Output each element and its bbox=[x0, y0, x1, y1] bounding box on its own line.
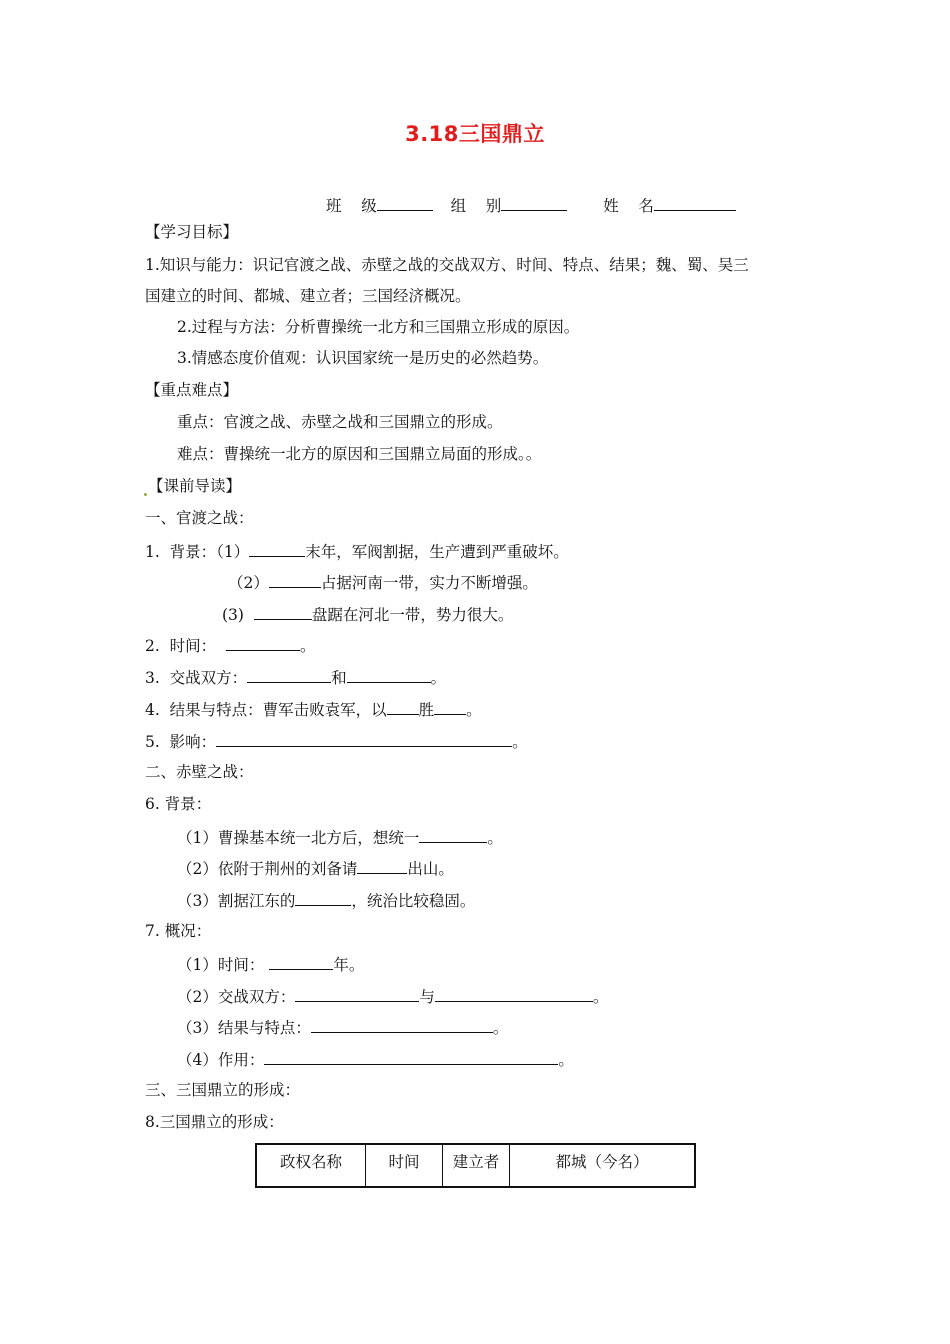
question-5-suffix: 。 bbox=[512, 733, 528, 751]
goal-item-1a: 1.知识与能力：识记官渡之战、赤壁之战的交战双方、时间、特点、结果；魏、蜀、吴三 bbox=[145, 256, 749, 274]
question-6-1-prefix: （1）曹操基本统一北方后，想统一 bbox=[177, 829, 420, 847]
question-7-3 bbox=[177, 1016, 508, 1038]
header-founder: 建立者 bbox=[443, 1144, 510, 1187]
name-label: 姓 名 bbox=[603, 197, 654, 215]
question-6-3-suffix: ，统治比较稳固。 bbox=[351, 892, 476, 910]
group-field[interactable] bbox=[501, 194, 567, 211]
section-3-title: 三、三国鼎立的形成： bbox=[145, 1081, 301, 1099]
question-7-4 bbox=[177, 1048, 574, 1070]
question-1c bbox=[222, 603, 513, 625]
answer-blank[interactable] bbox=[419, 826, 487, 843]
question-7-4-prefix: （4）作用： bbox=[177, 1051, 265, 1069]
marker-dot bbox=[144, 493, 147, 496]
question-3-mid: 和 bbox=[331, 669, 347, 687]
answer-blank[interactable] bbox=[357, 857, 407, 874]
question-3-prefix: 3. 交战双方： bbox=[145, 669, 248, 687]
question-4-mid: 胜 bbox=[418, 701, 435, 719]
answer-blank[interactable] bbox=[387, 698, 419, 715]
question-1c-prefix: (3) bbox=[222, 606, 244, 624]
goal-item-3: 3.情感态度价值观：认识国家统一是历史的必然趋势。 bbox=[177, 349, 549, 367]
goal-item-1b: 国建立的时间、都城、建立者；三国经济概况。 bbox=[145, 287, 471, 305]
class-field[interactable] bbox=[377, 194, 433, 211]
question-6-1-suffix: 。 bbox=[487, 829, 503, 847]
class-label: 班 级 bbox=[326, 197, 377, 215]
question-1b bbox=[228, 571, 538, 593]
question-2-suffix: 。 bbox=[300, 637, 316, 655]
answer-blank[interactable] bbox=[269, 571, 321, 588]
answer-blank[interactable] bbox=[347, 666, 431, 683]
header-time: 时间 bbox=[366, 1144, 443, 1187]
answer-blank[interactable] bbox=[226, 634, 300, 651]
section-1-title: 一、官渡之战： bbox=[145, 509, 254, 527]
question-4 bbox=[145, 698, 482, 720]
answer-blank[interactable] bbox=[264, 1048, 558, 1065]
group-label: 组 别 bbox=[450, 197, 502, 215]
three-kingdoms-table bbox=[255, 1143, 696, 1188]
question-5 bbox=[145, 730, 528, 752]
question-2 bbox=[145, 634, 316, 656]
preread-heading-row bbox=[143, 476, 241, 496]
answer-blank[interactable] bbox=[295, 985, 419, 1002]
question-7-3-suffix: 。 bbox=[492, 1019, 509, 1037]
section-2-title: 二、赤壁之战： bbox=[145, 763, 254, 781]
table-header-row bbox=[256, 1144, 695, 1187]
answer-blank[interactable] bbox=[216, 730, 512, 747]
hard-point: 难点：曹操统一北方的原因和三国鼎立局面的形成。。 bbox=[177, 445, 542, 463]
question-1a-suffix: 末年，军阀割据，生产遭到严重破坏。 bbox=[305, 543, 569, 561]
question-7-1 bbox=[177, 953, 364, 975]
answer-blank[interactable] bbox=[247, 666, 331, 683]
answer-blank[interactable] bbox=[311, 1016, 493, 1033]
header-capital: 都城（今名） bbox=[510, 1144, 696, 1187]
question-7-2-suffix: 。 bbox=[592, 988, 609, 1006]
question-7-3-prefix: （3）结果与特点： bbox=[177, 1019, 311, 1037]
question-3-suffix: 。 bbox=[430, 669, 447, 687]
question-4-prefix: 4. 结果与特点：曹军击败袁军，以 bbox=[145, 701, 387, 719]
question-6-3 bbox=[177, 889, 475, 911]
question-1b-prefix: （2） bbox=[228, 574, 269, 592]
answer-blank[interactable] bbox=[249, 540, 305, 557]
key-point: 重点：官渡之战、赤壁之战和三国鼎立的形成。 bbox=[177, 413, 503, 431]
question-7-2 bbox=[177, 985, 608, 1007]
answer-blank[interactable] bbox=[254, 603, 312, 620]
preread-heading: 【课前导读】 bbox=[148, 477, 242, 495]
key-points-heading: 【重点难点】 bbox=[145, 381, 239, 399]
question-6-3-prefix: （3）割据江东的 bbox=[177, 892, 296, 910]
question-5-prefix: 5. 影响： bbox=[145, 733, 217, 751]
question-2-prefix: 2. 时间： bbox=[145, 637, 217, 655]
question-1b-suffix: 占据河南一带，实力不断增强。 bbox=[320, 574, 538, 592]
question-6-2 bbox=[177, 857, 454, 879]
question-8-title: 8.三国鼎立的形成： bbox=[145, 1113, 284, 1131]
question-1a bbox=[145, 540, 569, 562]
name-field[interactable] bbox=[654, 194, 736, 211]
question-6-2-suffix: 出山。 bbox=[407, 860, 454, 878]
question-3 bbox=[145, 666, 446, 688]
question-6-1 bbox=[177, 826, 503, 848]
question-7-1-suffix: 年。 bbox=[333, 956, 365, 974]
question-4-suffix: 。 bbox=[466, 701, 482, 719]
question-6-2-prefix: （2）依附于荆州的刘备请 bbox=[177, 860, 358, 878]
answer-blank[interactable] bbox=[269, 953, 333, 970]
question-6-title: 6. 背景： bbox=[145, 795, 212, 813]
question-7-2-prefix: （2）交战双方： bbox=[177, 988, 296, 1006]
goal-item-2: 2.过程与方法：分析曹操统一北方和三国鼎立形成的原因。 bbox=[177, 318, 580, 336]
question-7-4-suffix: 。 bbox=[558, 1051, 574, 1069]
answer-blank[interactable] bbox=[295, 889, 351, 906]
header-regime-name: 政权名称 bbox=[256, 1144, 366, 1187]
page-title: 3.18三国鼎立 bbox=[405, 122, 545, 146]
answer-blank[interactable] bbox=[434, 698, 466, 715]
answer-blank[interactable] bbox=[435, 985, 593, 1002]
question-1-prefix: 1. 背景：（1） bbox=[145, 543, 250, 561]
question-1c-suffix: 盘踞在河北一带，势力很大。 bbox=[311, 606, 514, 624]
question-7-title: 7. 概况： bbox=[145, 922, 212, 940]
question-7-1-prefix: （1）时间： bbox=[177, 956, 265, 974]
question-7-2-mid: 与 bbox=[419, 988, 435, 1006]
student-info-row bbox=[326, 194, 736, 216]
goals-heading: 【学习目标】 bbox=[145, 223, 239, 241]
